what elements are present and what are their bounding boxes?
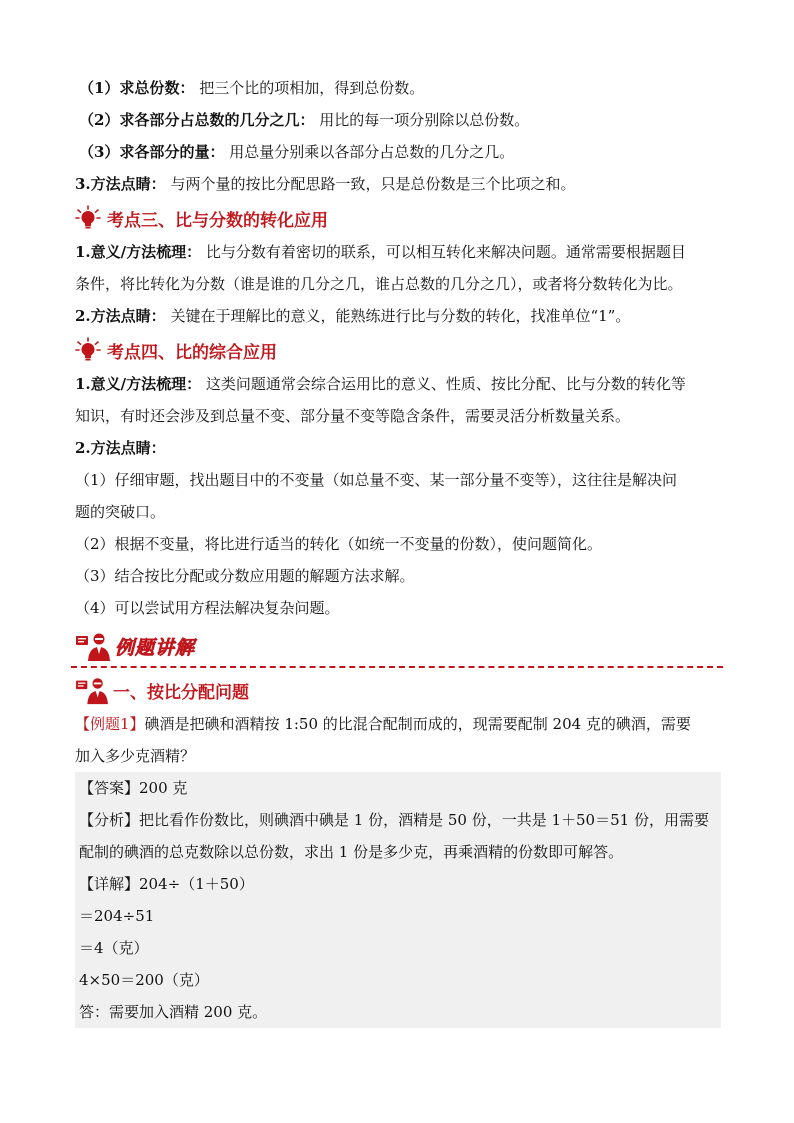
step-2 — [75, 104, 721, 136]
example-1-tag: 【例题1】 — [75, 715, 145, 733]
example-1-question-text: 碘酒是把碘和酒精按 1:50 的比混合配制而成的，现需要配制 204 克的碘酒，需要 — [144, 715, 691, 733]
method-3-text: 与两个量的按比分配思路一致，只是总份数是三个比项之和。 — [170, 175, 576, 193]
example-1-question-b: 加入多少克酒精？ — [75, 747, 196, 765]
kp3-p1-label: 1.意义/方法梳理： — [75, 243, 202, 261]
kp3-heading — [75, 200, 721, 236]
example-banner — [75, 626, 721, 666]
step-2-label: （2）求各部分占总数的几分之几： — [79, 111, 315, 129]
kp4-p1-label: 1.意义/方法梳理： — [75, 375, 202, 393]
teacher-icon — [75, 630, 111, 662]
section-1-title: 一、按比分配问题 — [113, 682, 249, 703]
answer-line: 【答案】200 克 — [79, 779, 188, 797]
kp3-p1-text: 比与分数有着密切的联系，可以相互转化来解决问题。通常需要根据题目 — [205, 243, 686, 261]
detail-line-4: 4×50＝200（克） — [79, 971, 209, 989]
step-3-label: （3）求各部分的量： — [79, 143, 225, 161]
kp3-p2-label: 2.方法点睛： — [75, 307, 166, 325]
step-1-text: 把三个比的项相加，得到总份数。 — [199, 79, 425, 97]
kp4-heading — [75, 332, 721, 368]
lightbulb-icon — [75, 337, 101, 363]
step-2-text: 用比的每一项分别除以总份数。 — [319, 111, 530, 129]
method-3 — [75, 168, 721, 200]
detail-line-3: ＝4（克） — [79, 939, 149, 957]
solution-block — [75, 772, 721, 1028]
method-3-label: 3.方法点睛： — [75, 175, 166, 193]
kp4-tip-3: （3）结合按比分配或分数应用题的解题方法求解。 — [75, 567, 415, 585]
kp4-tip-1a: （1）仔细审题，找出题目中的不变量（如总量不变、某一部分量不变等），这往往是解决问 — [75, 471, 678, 489]
detail-line-2: ＝204÷51 — [79, 907, 155, 925]
kp4-p1-text: 这类问题通常会综合运用比的意义、性质、按比分配、比与分数的转化等 — [205, 375, 686, 393]
step-1 — [75, 72, 721, 104]
kp4-tip-4: （4）可以尝试用方程法解决复杂问题。 — [75, 599, 340, 617]
teacher-icon — [75, 675, 109, 705]
detail-line-5: 答：需要加入酒精 200 克。 — [79, 1003, 268, 1021]
section-1-heading — [75, 672, 721, 708]
dashed-divider — [71, 666, 723, 668]
lightbulb-icon — [75, 205, 101, 231]
kp3-title: 考点三、比与分数的转化应用 — [107, 210, 328, 231]
analysis-line-a: 【分析】把比看作份数比，则碘酒中碘是 1 份，酒精是 50 份，一共是 1＋50＝51 份，用需要 — [79, 811, 709, 829]
kp3-p2-text: 关键在于理解比的意义，能熟练进行比与分数的转化，找准单位“1”。 — [170, 307, 631, 325]
kp4-p1a — [75, 368, 721, 400]
kp4-title: 考点四、比的综合应用 — [107, 342, 277, 363]
detail-line-1: 【详解】204÷（1＋50） — [79, 875, 254, 893]
kp4-tip-1b: 题的突破口。 — [75, 503, 166, 521]
kp3-p1b: 条件，将比转化为分数（谁是谁的几分之几，谁占总数的几分之几），或者将分数转化为比。 — [75, 275, 683, 293]
document-page — [75, 72, 721, 1028]
kp4-p1b: 知识，有时还会涉及到总量不变、部分量不变等隐含条件，需要灵活分析数量关系。 — [75, 407, 631, 425]
analysis-line-b: 配制的碘酒的总克数除以总份数，求出 1 份是多少克，再乘酒精的份数即可解答。 — [79, 843, 624, 861]
step-3 — [75, 136, 721, 168]
kp3-p1a — [75, 236, 721, 268]
example-1-question-a — [75, 708, 721, 740]
kp4-tip-2: （2）根据不变量，将比进行适当的转化（如统一不变量的份数），使问题简化。 — [75, 535, 603, 553]
step-1-label: （1）求总份数： — [79, 79, 195, 97]
kp3-p2 — [75, 300, 721, 332]
kp4-p2-label: 2.方法点睛： — [75, 439, 166, 457]
banner-title: 例题讲解 — [115, 636, 196, 659]
step-3-text: 用总量分别乘以各部分占总数的几分之几。 — [229, 143, 515, 161]
